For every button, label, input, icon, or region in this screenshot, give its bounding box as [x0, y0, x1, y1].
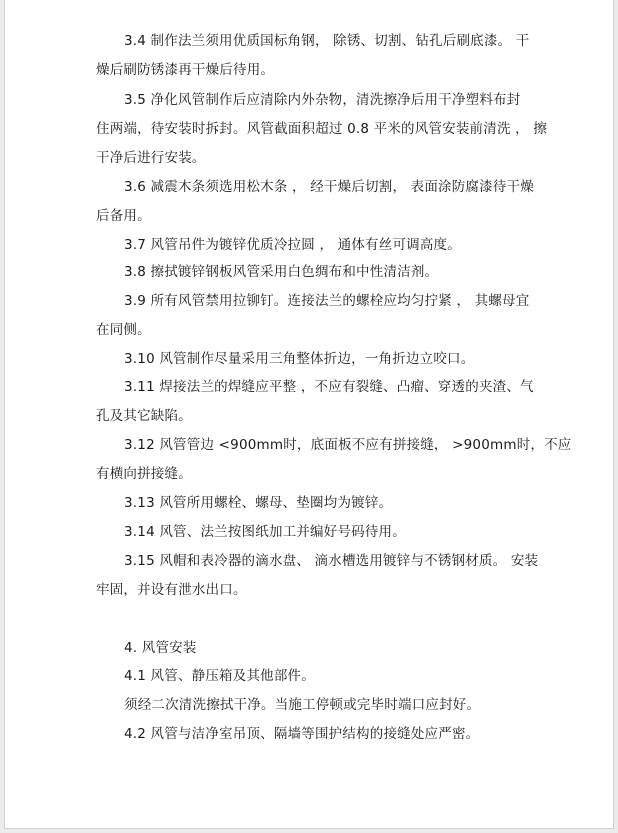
text-line-3-4: 3.4 制作法兰须用优质国标角钢， 除锈、切割、钻孔后刷底漆。 干	[124, 33, 530, 49]
text-line-3-9: 3.9 所有风管禁用拉铆钉。连接法兰的螺栓应均匀拧紧 ， 其螺母宜	[124, 293, 530, 309]
text-line-3-12: 3.12 风管管边 <900mm时，底面板不应有拼接缝， >900mm时，不应	[124, 437, 572, 453]
text-line-3-5: 3.5 净化风管制作后应清除内外杂物，清洗擦净后用干净塑料布封	[124, 92, 521, 108]
text-line-4-1-cont: 须经二次清洗擦拭干净。当施工停顿或完毕时端口应封好。	[124, 697, 481, 713]
text-line-3-15-cont: 牢固，并设有泄水出口。	[96, 582, 247, 598]
text-line-3-7: 3.7 风管吊件为镀锌优质冷拉圆 ， 通体有丝可调高度。	[124, 237, 461, 253]
text-line-3-6-cont: 后备用。	[96, 208, 151, 224]
text-line-3-15: 3.15 风帽和表冷器的滴水盘、 滴水槽选用镀锌与不锈钢材质。 安装	[124, 553, 539, 569]
text-line-3-4-cont: 燥后刷防锈漆再干燥后待用。	[96, 62, 275, 78]
text-line-3-13: 3.13 风管所用螺栓、螺母、垫圈均为镀锌。	[124, 495, 393, 511]
text-line-3-11: 3.11 焊接法兰的焊缝应平整 ，不应有裂缝、凸瘤、穿透的夹渣、气	[124, 379, 534, 395]
text-line-3-12-cont: 有横向拼接缝。	[96, 466, 192, 482]
text-line-4-2: 4.2 风管与洁净室吊顶、隔墙等围护结构的接缝处应严密。	[124, 726, 480, 742]
text-line-3-5-cont: 住两端，待安装时拆封。风管截面积超过 0.8 平米的风管安装前清洗 ， 擦	[96, 121, 548, 137]
text-line-3-8: 3.8 擦拭镀锌钢板风管采用白色绸布和中性清洁剂。	[124, 264, 439, 280]
text-line-3-10: 3.10 风管制作尽量采用三角整体折边，一角折边立咬口。	[124, 351, 475, 367]
text-line-3-11-cont: 孔及其它缺陷。	[96, 408, 192, 424]
text-line-3-5-cont2: 干净后进行安装。	[96, 150, 206, 166]
text-line-3-6: 3.6 减震木条须选用松木条 ， 经干燥后切割， 表面涂防腐漆待干燥	[124, 179, 534, 195]
text-line-3-14: 3.14 风管、法兰按图纸加工并编好号码待用。	[124, 524, 406, 540]
text-line-4-1: 4.1 风管、静压箱及其他部件。	[124, 668, 315, 684]
text-line-3-9-cont: 在同侧。	[96, 322, 151, 338]
section-heading-4: 4. 风管安装	[124, 640, 197, 656]
document-page	[4, 0, 614, 829]
